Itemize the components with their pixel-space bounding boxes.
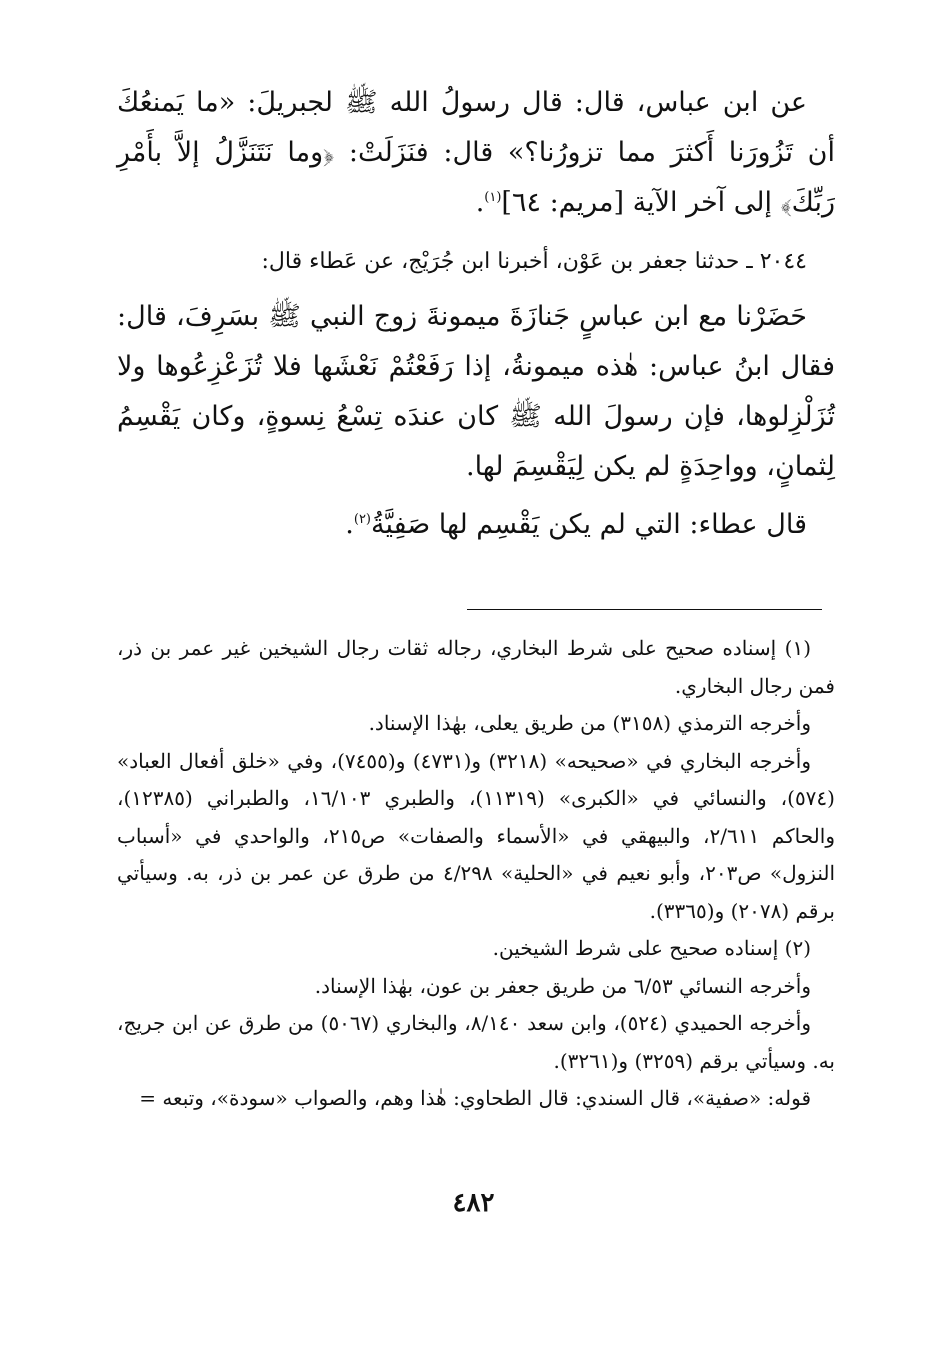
footnote-ref-2: (٢) xyxy=(353,512,371,527)
footnote-2-line-c: وأخرجه الحميدي (٥٢٤)، وابن سعد ٨/١٤٠، والبخاري (٥٠٦٧) من طرق عن ابن جريج، به. وسيأتي برقم (٣٢٥٩) و(٣٢٦١). xyxy=(117,1011,835,1073)
footnote-ref-1: (١) xyxy=(484,190,502,205)
footnote-2-line-a: (٢) إسناده صحيح على شرط الشيخين. xyxy=(492,936,811,960)
page-number: ٤٨٢ xyxy=(452,1188,495,1218)
footnote-2-line-d: قوله: «صفية»، قال السندي: قال الطحاوي: هٰذا وهم، والصواب «سودة»، وتبعه = xyxy=(139,1086,811,1110)
footnote-2-line-b: وأخرجه النسائي ٦/٥٣ من طريق جعفر بن عون، بهٰذا الإسناد. xyxy=(314,973,811,998)
footnotes xyxy=(117,630,835,1118)
main-text xyxy=(117,78,835,550)
paragraph-2: حَضَرْنا مع ابن عباسٍ جَنازَةَ ميمونةَ زوج النبي ﷺ بسَرِفَ، قال: فقال ابنُ عباس: هٰذه ميمونةُ، إذا رَفَعْتُمْ نَعْشَها فلا تُزَعْزِعُوها ولا تُزَلْزِلوها، فإن رسولَ الله ﷺ كان عندَه تِسْعُ نِسوةٍ، وكان يَقْسِمُ لِثمانٍ، وواحِدَةٍ لم يكن لِيَقْسِمَ لها. xyxy=(117,301,835,482)
paragraph-1-end: . xyxy=(475,187,485,218)
footnote-1-line-c: وأخرجه البخاري في «صحيحه» (٣٢١٨) و(٤٧٣١) و(٧٤٥٥)، وفي «خلق أفعال العباد» (٥٧٤)، والنسائي في «الكبرى» (١١٣١٩)، والطبري ١٦/١٠٣، والطبراني (١٢٣٨٥)، والحاكم ٢/٦١١، والبيهقي في «الأسماء والصفات» ص٢١٥، والواحدي في «أسباب النزول» ص٢٠٣، وأبو نعيم في «الحلية» ٤/٢٩٨ من طرق عن عمر بن ذر، به. وسيأتي برقم (٢٠٧٨) و(٣٣٦٥). xyxy=(117,748,835,923)
footnote-1-line-a: (١) إسناده صحيح على شرط البخاري، رجاله ثقات رجال الشيخين غير عمر بن ذر، فمن رجال البخاري. xyxy=(117,636,835,698)
paragraph-1-text: عن ابن عباس، قال: قال رسولُ الله ﷺ لجبريلَ: «ما يَمنعُكَ أن تَزُورَنا أَكثرَ مما تزورُنا؟» قال: فنَزَلَتْ: ﴿وما نَتَنَزَّلُ إلاَّ بأَمْرِ رَبِّكَ﴾ إلى آخر الآية [مريم: ٦٤] xyxy=(117,87,835,218)
footnote-divider xyxy=(467,609,822,610)
paragraph-1 xyxy=(117,78,835,228)
hadith-heading: ٢٠٤٤ ـ حدثنا جعفر بن عَوْن، أخبرنا ابن جُرَيْج، عن عَطاء قال: xyxy=(261,249,807,274)
footnote-1-line-b: وأخرجه الترمذي (٣١٥٨) من طريق يعلى، بهٰذا الإسناد. xyxy=(368,711,811,735)
paragraph-3 xyxy=(117,500,835,550)
paragraph-3-end: . xyxy=(345,509,354,540)
paragraph-3-text: قال عطاء: التي لم يكن يَقْسِم لها صَفِيَّةُ xyxy=(371,509,807,540)
